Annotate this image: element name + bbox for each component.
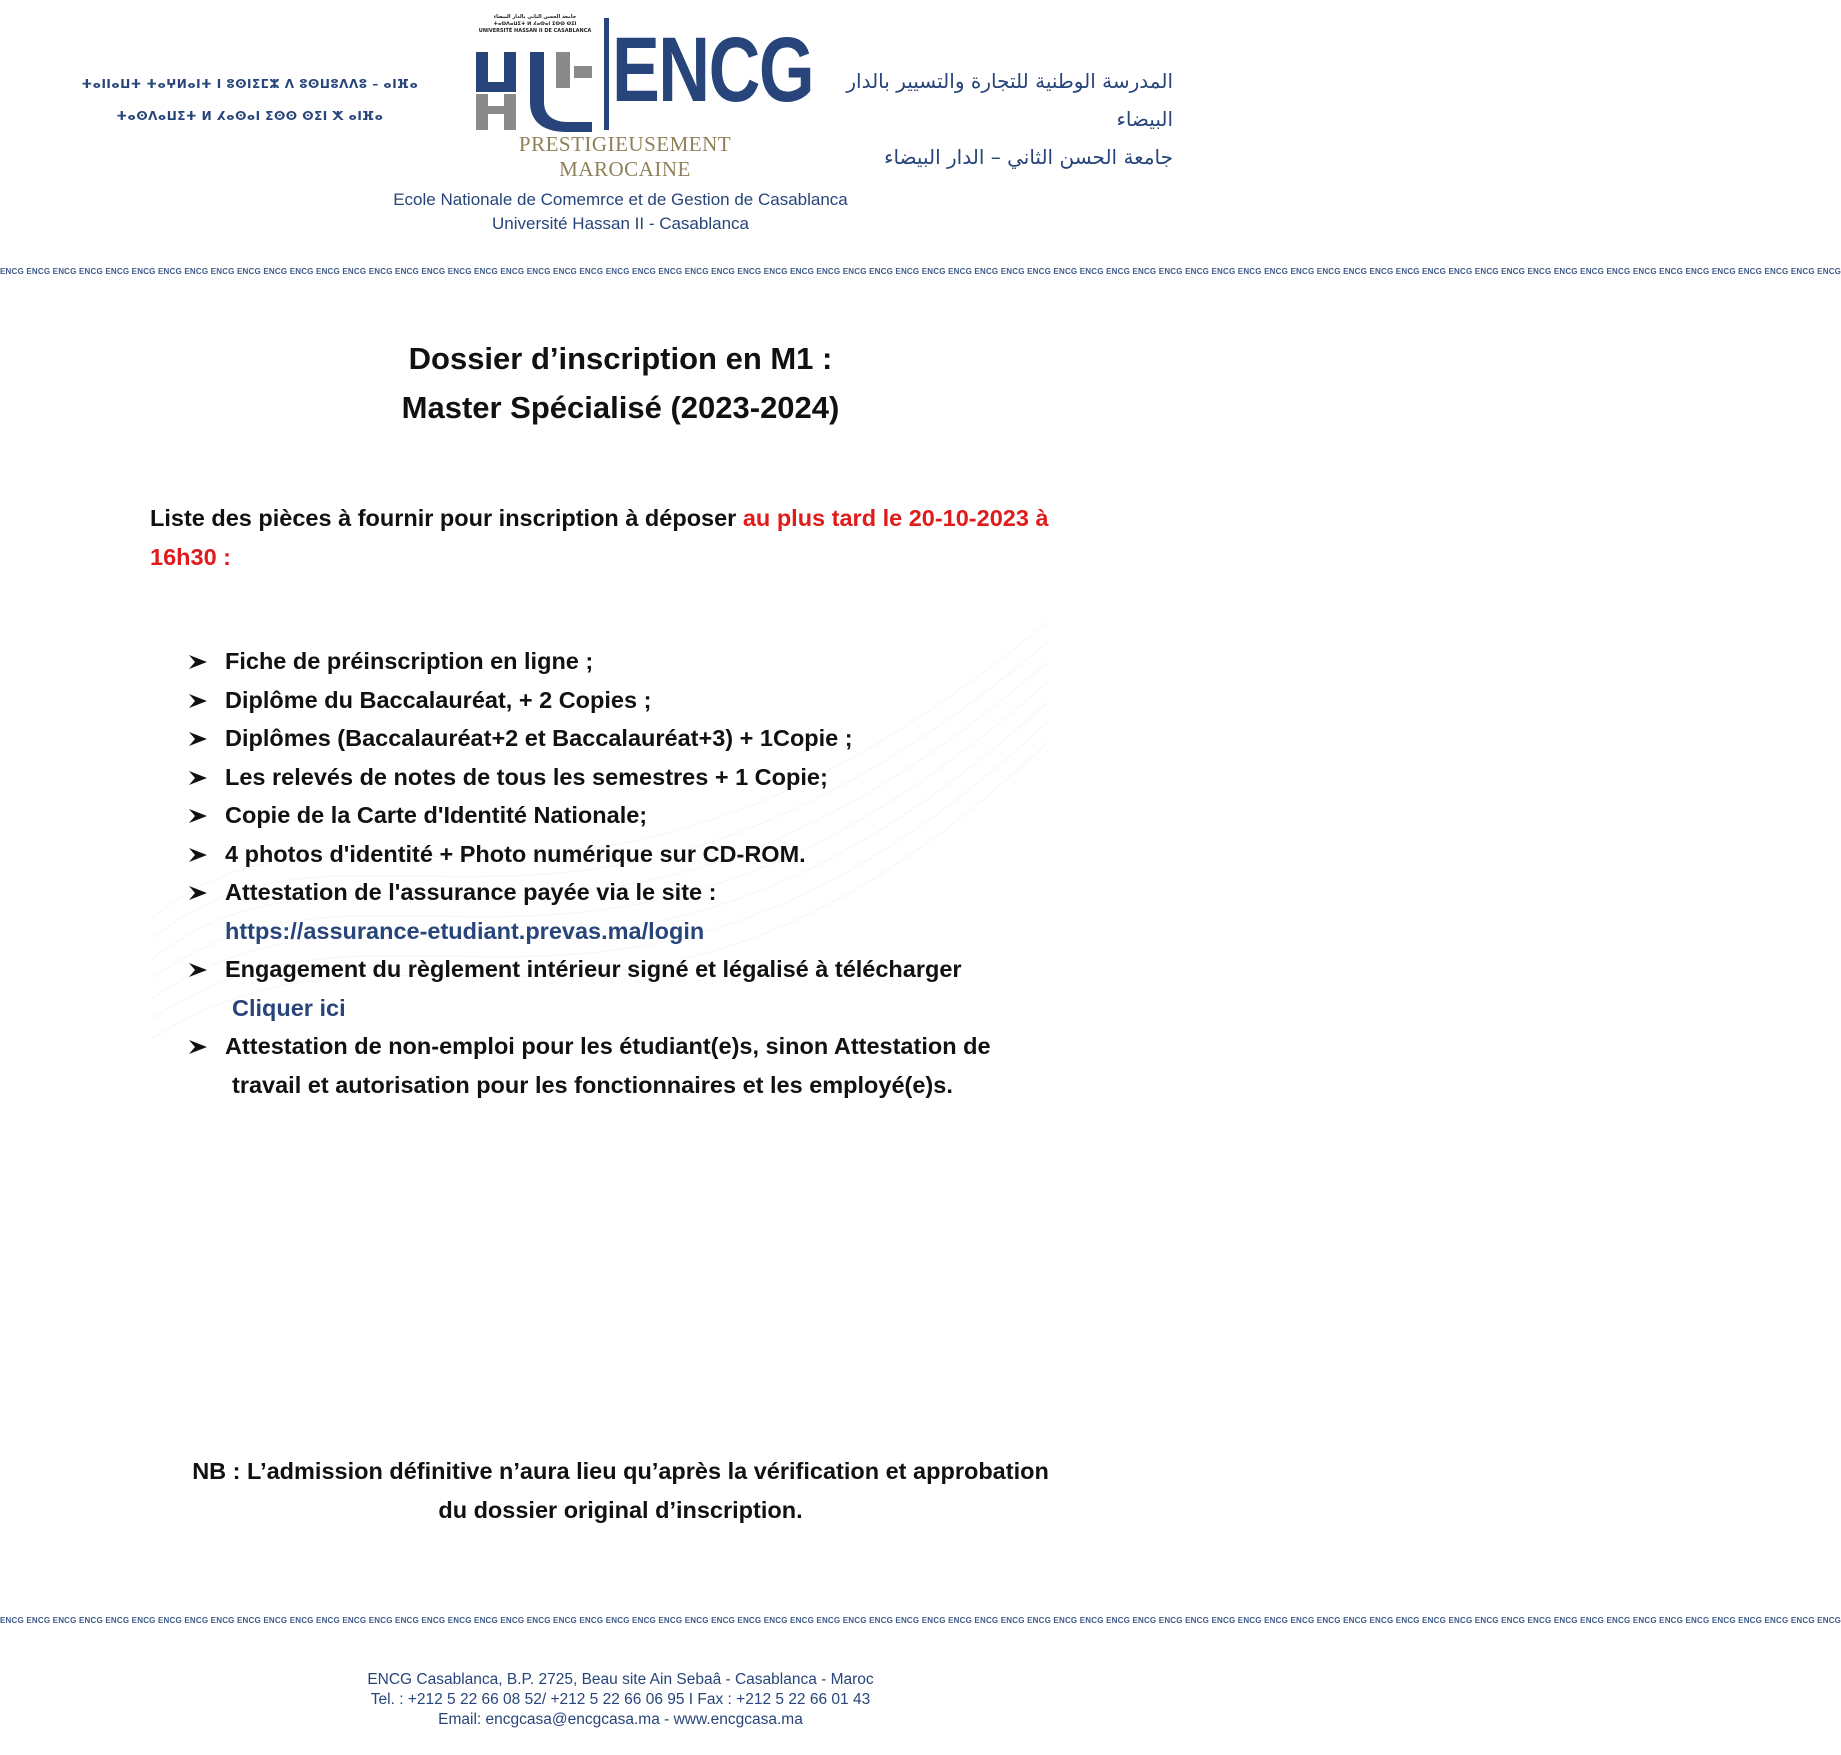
- list-item: [185, 835, 1085, 874]
- university-logo-mark-icon: [470, 48, 600, 132]
- document-title: [0, 334, 1241, 432]
- list-item: [185, 681, 1085, 720]
- nb-note: [100, 1452, 1141, 1530]
- header-arabic-text: [813, 62, 1173, 176]
- list-item: [185, 719, 1085, 758]
- required-documents-list: [185, 642, 1085, 1104]
- encg-pattern-separator-bottom: ENCG ENCG ENCG ENCG ENCG ENCG ENCG ENCG ENCG ENCG ENCG ENCG ENCG ENCG ENCG ENCG ENCG ENCG ENCG ENCG ENCG ENCG ENCG ENCG ENCG ENCG ENCG ENCG ENCG ENCG ENCG ENCG ENCG ENCG ENCG ENCG ENCG ENCG ENCG ENCG ENCG ENCG ENCG ENCG ENCG ENCG ENCG ENCG ENCG ENCG ENCG ENCG ENCG ENCG ENCG ENCG ENCG ENCG ENCG ENCG ENCG ENCG ENCG ENCG ENCG ENCG ENCG ENCG ENCG ENCG: [0, 1616, 1841, 1625]
- arrow-bullet-icon: [188, 731, 208, 747]
- arrow-bullet-icon: [188, 654, 208, 670]
- insurance-site-link[interactable]: https://assurance-etudiant.prevas.ma/login: [225, 917, 705, 944]
- school-name: [0, 188, 1241, 236]
- title-line-1: Dossier d’inscription en M1 :: [408, 341, 833, 376]
- list-item: [185, 758, 1085, 797]
- intro-paragraph: [150, 499, 1070, 577]
- list-item: [185, 873, 1085, 950]
- list-item: [185, 1027, 1085, 1104]
- arabic-line-2: جامعة الحسن الثاني – الدار البيضاء: [884, 145, 1173, 169]
- school-name-line-1: Ecole Nationale de Comemrce et de Gestion de Casablanca: [393, 190, 848, 209]
- encg-logo: [470, 14, 814, 181]
- logo-wordmark: ENCG: [612, 19, 814, 121]
- list-item-text: Attestation de non-emploi pour les étudiant(e)s, sinon Attestation de: [225, 1033, 991, 1059]
- school-name-line-2: Université Hassan II - Casablanca: [491, 214, 749, 233]
- arrow-bullet-icon: [188, 885, 208, 901]
- tifinagh-line-2: ⵜⴰⵙⴷⴰⵡⵉⵜ ⵍ ⵃⴰⵙⴰⵏ ⵉⵙⵙ ⵙⵉⵏ ⵅ ⴰⵏⴼⴰ: [116, 109, 384, 123]
- deadline-text: au plus tard le 20-10-2023 à 16h30 :: [150, 505, 1049, 570]
- arrow-bullet-icon: [188, 1039, 208, 1055]
- list-item-text: Attestation de l'assurance payée via le site :: [225, 879, 717, 905]
- list-item: [185, 796, 1085, 835]
- list-item-text: Diplôme du Baccalauréat, + 2 Copies ;: [225, 686, 652, 713]
- list-item-text: Engagement du règlement intérieur signé et légalisé à télécharger: [225, 956, 962, 982]
- logo-university-caption: [470, 14, 600, 35]
- encg-pattern-separator-top: ENCG ENCG ENCG ENCG ENCG ENCG ENCG ENCG ENCG ENCG ENCG ENCG ENCG ENCG ENCG ENCG ENCG ENCG ENCG ENCG ENCG ENCG ENCG ENCG ENCG ENCG ENCG ENCG ENCG ENCG ENCG ENCG ENCG ENCG ENCG ENCG ENCG ENCG ENCG ENCG ENCG ENCG ENCG ENCG ENCG ENCG ENCG ENCG ENCG ENCG ENCG ENCG ENCG ENCG ENCG ENCG ENCG ENCG ENCG ENCG ENCG ENCG ENCG ENCG ENCG ENCG ENCG ENCG ENCG ENCG: [0, 267, 1841, 276]
- logo-caption-arabic: جامعة الحسن الثاني بالدار البيضاء: [493, 14, 577, 20]
- nb-line-2: du dossier original d’inscription.: [438, 1497, 803, 1523]
- list-item: [185, 642, 1085, 681]
- arrow-bullet-icon: [188, 808, 208, 824]
- intro-text: Liste des pièces à fournir pour inscription à déposer: [150, 505, 743, 531]
- arrow-bullet-icon: [188, 847, 208, 863]
- footer-contact: [0, 1670, 1241, 1730]
- arrow-bullet-icon: [188, 770, 208, 786]
- list-item-text: Fiche de préinscription en ligne ;: [225, 648, 594, 674]
- list-item: [185, 950, 1085, 1027]
- arrow-bullet-icon: [188, 962, 208, 978]
- footer-phones: Tel. : +212 5 22 66 08 52/ +212 5 22 66 06 95 I Fax : +212 5 22 66 01 43: [370, 1691, 871, 1708]
- header-tifinagh-text: [60, 68, 440, 132]
- logo-divider: [604, 18, 609, 130]
- logo-tagline: PRESTIGIEUSEMENT MAROCAINE: [518, 132, 732, 181]
- logo-caption-tifinagh: ⵜⴰⵙⴷⴰⵡⵉⵜ ⵍ ⵃⴰⵙⴰⵏ ⵉⵙⵙ ⵙⵉⵏ: [493, 21, 577, 27]
- title-line-2: Master Spécialisé (2023-2024): [401, 390, 840, 425]
- list-item-text: Les relevés de notes de tous les semestres + 1 Copie;: [225, 763, 828, 790]
- list-item-text: Diplômes (Baccalauréat+2 et Baccalauréat+3) + 1Copie ;: [225, 725, 853, 751]
- arrow-bullet-icon: [188, 693, 208, 709]
- arabic-line-1: المدرسة الوطنية للتجارة والتسيير بالدار البيضاء: [846, 69, 1173, 131]
- nb-line-1: NB : L’admission définitive n’aura lieu qu’après la vérification et approbation: [192, 1458, 1049, 1484]
- list-item-text: 4 photos d'identité + Photo numérique sur CD-ROM.: [225, 840, 806, 867]
- logo-caption-latin: UNIVERSITÉ HASSAN II DE CASABLANCA: [478, 28, 592, 34]
- download-rules-link[interactable]: Cliquer ici: [232, 994, 346, 1021]
- footer-email-website: Email: encgcasa@encgcasa.ma - www.encgcasa.ma: [438, 1711, 803, 1728]
- footer-address: ENCG Casablanca, B.P. 2725, Beau site Ain Sebaâ - Casablanca - Maroc: [367, 1671, 874, 1688]
- list-item-text: Copie de la Carte d'Identité Nationale;: [225, 802, 648, 828]
- tifinagh-line-1: ⵜⴰⵏⵏⴰⵡⵜ ⵜⴰⵖⵍⴰⵏⵜ ⵏ ⵓⵙⵏⵉⵎⵣ ⴷ ⵓⵙⵡⵓⴷⴷⵓ – ⴰⵏⴼⴰ: [81, 77, 419, 91]
- list-item-text-continuation: travail et autorisation pour les fonctionnaires et les employé(e)s.: [232, 1071, 953, 1098]
